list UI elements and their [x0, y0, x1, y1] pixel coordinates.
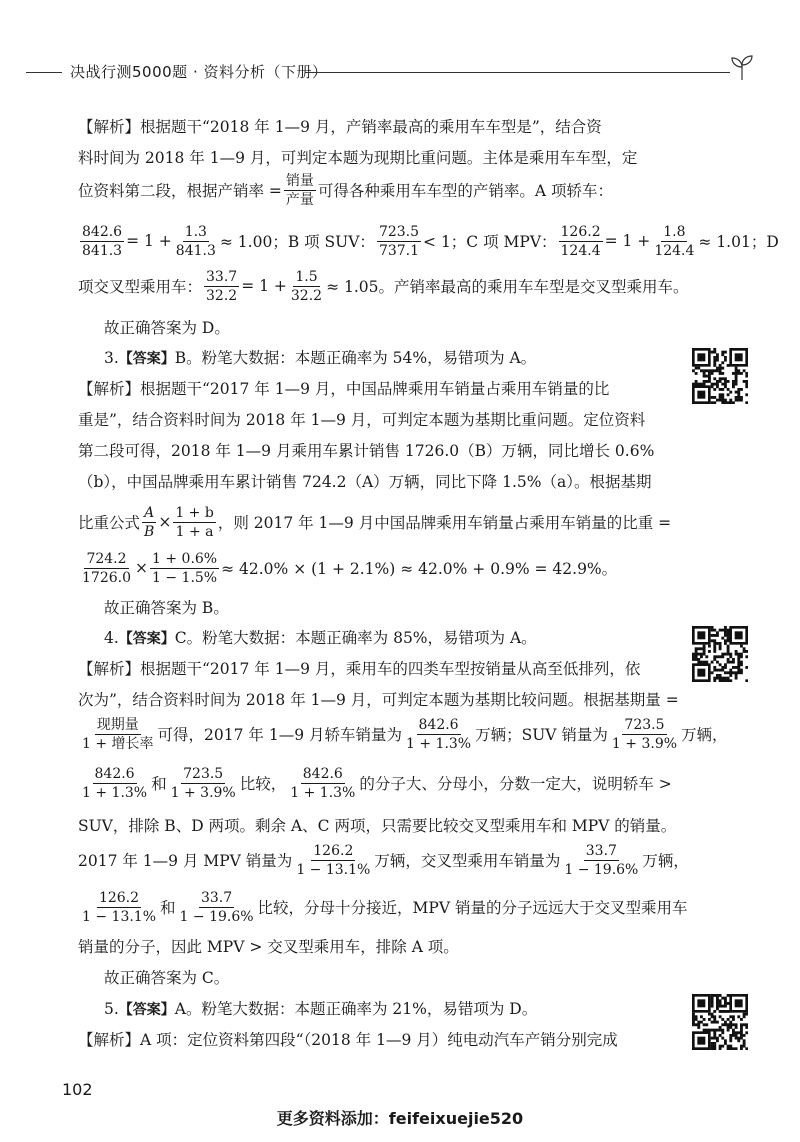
text-span: 比重公式 [78, 514, 141, 532]
denominator: 1 + 增长率 [82, 735, 154, 752]
q4-analysis-line: 次为”，结合资料时间为 2018 年 1—9 月，可判定本题为基期比较问题。根据基期量 = [78, 691, 679, 709]
text-span: ，则 2017 年 1—9 月中国品牌乘用车销量占乘用车销量的比重 = [217, 514, 672, 532]
question-number: 4. [104, 629, 119, 647]
denominator: 产量 [285, 191, 314, 208]
q3-answer-line [104, 348, 536, 369]
text-span: = 1 + [126, 232, 172, 250]
numerator: 销量 [285, 172, 314, 189]
text-span: 比较， [239, 775, 287, 793]
fraction [80, 225, 124, 258]
fraction [294, 844, 372, 877]
answer-tag: 【答案】 [118, 631, 175, 647]
q4-formula-line [78, 838, 689, 882]
q3-analysis-line: 第二段可得，2018 年 1—9 月乘用车累计销售 1726.0（B）万辆，同比增长 0.6% [78, 442, 655, 460]
q4-formula-line [78, 712, 728, 756]
text-span: 万辆，交叉型乘用车销量为 [374, 852, 561, 870]
q3-formula-line [78, 546, 617, 590]
text-span: 2017 年 1—9 月 MPV 销量为 [78, 852, 293, 870]
q2-answer: 故正确答案为 D。 [104, 319, 230, 337]
header-title: 决战行测5000题 · 资料分析（下册） [70, 63, 328, 81]
fraction [178, 891, 256, 924]
denominator: 1 − 13.1% [296, 861, 371, 878]
q3-analysis-line: 【解析】根据题干“2017 年 1—9 月，中国品牌乘用车销量占乘用车销量的比 [78, 380, 610, 398]
answer-text: A。粉笔大数据：本题正确率为 21%，易错项为 D。 [174, 1000, 538, 1018]
q2-analysis-line: 料时间为 2018 年 1—9 月，可判定本题为现期比重问题。主体是乘用车车型，定 [78, 149, 638, 167]
text-span: 的分子大、分母小，分数一定大，说明轿车 > [359, 775, 672, 793]
q3-analysis-line: （b），中国品牌乘用车累计销售 724.2（A）万辆，同比下降 1.5%（a）。根据基期 [78, 473, 652, 491]
text-span: = 1 + [241, 277, 287, 295]
numerator: 33.7 [200, 889, 233, 906]
numerator: 842.6 [94, 765, 135, 782]
text-span: ≈ 1.05。产销率最高的乘用车车型是交叉型乘用车。 [326, 278, 689, 296]
q5-answer-line [104, 999, 537, 1020]
text-span: 可得，2017 年 1—9 月轿车销量为 [157, 726, 402, 744]
footer-note: 更多资料添加：feifeixuejie520 [276, 1109, 524, 1128]
qr-code-icon [692, 626, 748, 682]
denominator: 124.4 [560, 242, 601, 259]
q5-analysis-line: 【解析】A 项：定位资料第四段“（2018 年 1—9 月）纯电动汽车产销分别完成 [78, 1031, 618, 1049]
q3-formula-line [78, 500, 671, 544]
fraction [289, 270, 324, 303]
denominator: 1 + 1.3% [406, 735, 472, 752]
numerator: 842.6 [418, 716, 459, 733]
fraction [80, 891, 158, 924]
header-rule-left [26, 72, 62, 73]
fraction [80, 552, 133, 585]
fraction [288, 767, 357, 800]
answer-text: C。粉笔大数据：本题正确率为 85%，易错项为 A。 [174, 629, 537, 647]
text-span: × [135, 559, 148, 577]
question-number: 5. [104, 1000, 119, 1018]
denominator: 1 + a [175, 523, 214, 540]
numerator: 126.2 [560, 223, 601, 240]
fraction [559, 225, 603, 258]
numerator: 1 + b [175, 504, 214, 521]
fraction [169, 767, 238, 800]
text-span: 万辆， [681, 726, 728, 744]
page-number: 102 [62, 1080, 93, 1099]
q2-analysis-line: 【解析】根据题干“2018 年 1—9 月，产销率最高的乘用车车型是”，结合资 [78, 118, 602, 136]
text-span: 位资料第二段，根据产销率 = [78, 182, 282, 200]
page-header [0, 58, 800, 88]
q3-analysis-line: 重是”，结合资料时间为 2018 年 1—9 月，可判定本题为基期比重问题。定位资料 [78, 411, 646, 429]
numerator: 724.2 [86, 550, 127, 567]
numerator: 1.5 [295, 268, 318, 285]
fraction [204, 270, 239, 303]
q4-answer-line [104, 628, 537, 649]
denominator: 1 + 3.9% [170, 784, 236, 801]
text-span: × [158, 513, 172, 531]
numerator: 33.7 [206, 268, 238, 285]
q4-analysis-line: 【解析】根据题干“2017 年 1—9 月，乘用车的四类车型按销量从高至低排列，依 [78, 660, 641, 678]
text-span: 万辆， [642, 852, 689, 870]
fraction [80, 767, 149, 800]
fraction [142, 506, 156, 539]
q3-answer: 故正确答案为 B。 [104, 599, 229, 617]
fraction [173, 506, 216, 539]
numerator: 126.2 [313, 842, 354, 859]
denominator: 1 − 1.5% [152, 569, 218, 586]
question-number: 3. [104, 349, 119, 367]
numerator: A [144, 504, 155, 521]
numerator: 723.5 [378, 223, 420, 240]
numerator: 842.6 [302, 765, 343, 782]
denominator: 32.2 [206, 287, 238, 304]
denominator: B [144, 523, 155, 540]
q4-formula-line [78, 761, 672, 805]
numerator: 723.5 [183, 765, 224, 782]
fraction [174, 225, 218, 258]
text-span: < 1；C 项 MPV： [423, 233, 557, 251]
numerator: 723.5 [624, 716, 665, 733]
fraction [404, 718, 473, 751]
answer-text: B。粉笔大数据：本题正确率为 54%，易错项为 A。 [174, 349, 537, 367]
denominator: 1 + 1.3% [290, 784, 356, 801]
numerator: 1.3 [184, 223, 207, 240]
fraction [80, 718, 156, 751]
text-span: 项交叉型乘用车： [78, 278, 203, 296]
denominator: 1 + 1.3% [82, 784, 148, 801]
answer-tag: 【答案】 [118, 351, 175, 367]
denominator: 1 − 19.6% [564, 861, 639, 878]
qr-code-icon [692, 348, 748, 404]
qr-code-icon [692, 994, 748, 1050]
q4-analysis-line: SUV，排除 B、D 两项。剩余 A、C 两项，只需要比较交叉型乘用车和 MPV 的销量。 [78, 817, 677, 835]
numerator: 1 + 0.6% [152, 550, 218, 567]
text-span: 万辆；SUV 销量为 [475, 726, 608, 744]
fraction [284, 174, 316, 207]
q2-formula-line [78, 168, 613, 212]
q4-answer: 故正确答案为 C。 [104, 969, 230, 987]
text-span: 可得各种乘用车车型的产销率。A 项轿车： [317, 182, 614, 200]
text-span: ≈ 1.01；D [698, 233, 779, 251]
text-span: 和 [151, 775, 167, 793]
denominator: 1 + 3.9% [611, 735, 678, 752]
denominator: 1 − 19.6% [179, 908, 254, 925]
fraction [652, 225, 696, 258]
header-rule-right [305, 72, 730, 73]
text-span: = 1 + [604, 232, 651, 250]
numerator: 126.2 [98, 889, 140, 906]
text-span: ≈ 1.00；B 项 SUV： [219, 233, 375, 251]
text-span: 比较，分母十分接近，MPV 销量的分子远远大于交叉型乘用车 [257, 899, 688, 917]
numerator: 现期量 [96, 716, 139, 733]
denominator: 32.2 [290, 287, 323, 304]
numerator: 33.7 [585, 842, 617, 859]
fraction [150, 552, 219, 585]
sprout-icon [728, 54, 756, 82]
denominator: 841.3 [82, 242, 123, 259]
denominator: 737.1 [378, 242, 420, 259]
denominator: 1 − 13.1% [82, 908, 157, 925]
fraction [562, 844, 640, 877]
fraction [377, 225, 421, 258]
numerator: 1.8 [663, 223, 686, 240]
fraction [610, 718, 679, 751]
q4-analysis-line: 销量的分子，因此 MPV > 交叉型乘用车，排除 A 项。 [78, 938, 459, 956]
denominator: 124.4 [654, 242, 695, 259]
q4-formula-line [78, 885, 687, 929]
denominator: 841.3 [175, 242, 216, 259]
numerator: 842.6 [82, 223, 123, 240]
denominator: 1726.0 [82, 569, 131, 586]
text-span: ≈ 42.0% × (1 + 2.1%) ≈ 42.0% + 0.9% = 42.9%。 [221, 560, 618, 578]
text-span: 和 [160, 899, 176, 917]
q2-formula-line [78, 264, 689, 308]
q2-formula-line [78, 219, 779, 263]
answer-tag: 【答案】 [118, 1002, 175, 1018]
